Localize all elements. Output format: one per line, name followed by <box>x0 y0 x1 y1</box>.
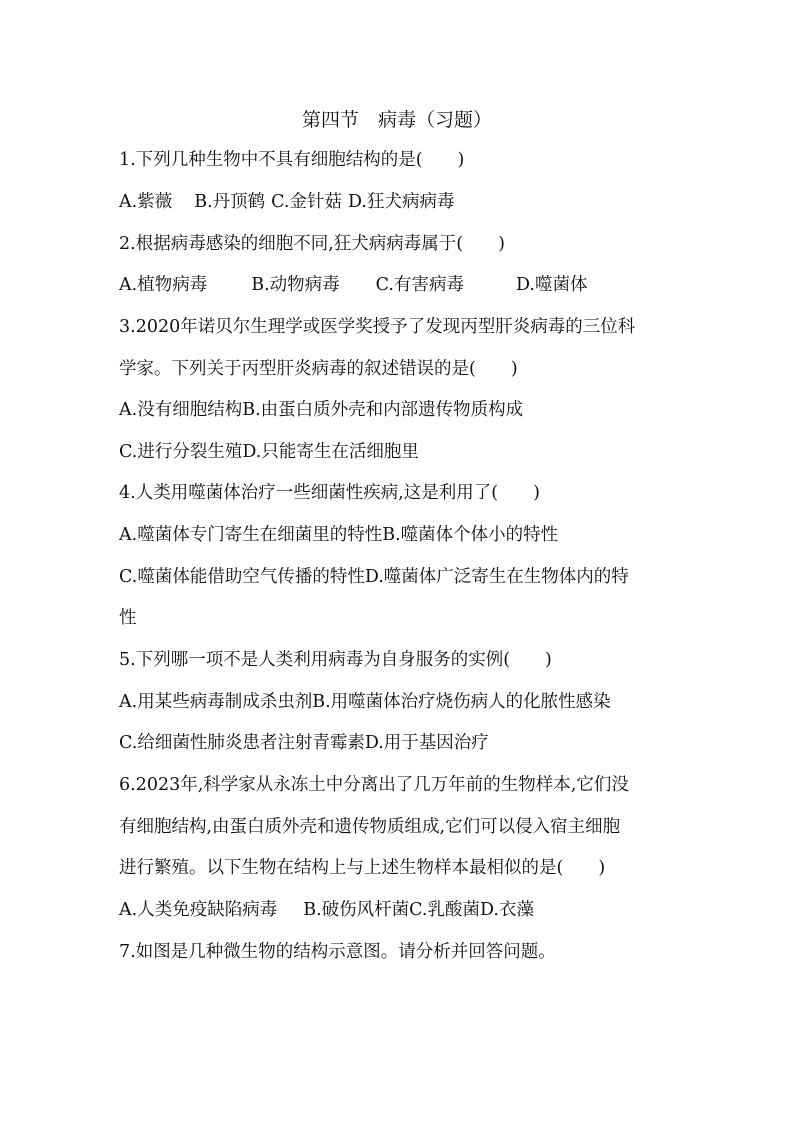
option-a: A.没有细胞结构 <box>119 400 243 420</box>
question-6-stem-line-1: 6.2023年,科学家从永冻土中分离出了几万年前的生物样本,它们没 <box>119 775 629 795</box>
option-c: C.金针菇 <box>271 192 342 212</box>
question-5-options-row-2 <box>119 730 489 756</box>
question-5-stem: 5.下列哪一项不是人类利用病毒为自身服务的实例( ) <box>119 650 552 670</box>
option-b: B.动物病毒 <box>251 275 340 295</box>
question-6-stem-line-3: 进行繁殖。以下生物在结构上与上述生物样本最相似的是( ) <box>119 858 606 878</box>
option-d: D.用于基因治疗 <box>364 733 489 753</box>
question-4-stem: 4.人类用噬菌体治疗一些细菌性疾病,这是利用了( ) <box>119 483 540 503</box>
option-c: C.乳酸菌 <box>409 900 480 920</box>
question-3-stem-line-2: 学家。下列关于丙型肝炎病毒的叙述错误的是( ) <box>119 359 518 379</box>
option-b: B.由蛋白质外壳和内部遗传物质构成 <box>242 400 524 420</box>
page-title: 第四节 病毒（习题） <box>301 109 492 131</box>
option-b: B.用噬菌体治疗烧伤病人的化脓性感染 <box>312 692 611 712</box>
question-4-options-row-2 <box>119 564 629 590</box>
question-6-stem-line-2: 有细胞结构,由蛋白质外壳和遗传物质组成,它们可以侵入宿主细胞 <box>119 817 621 837</box>
option-a: A.人类免疫缺陷病毒 <box>119 900 278 920</box>
option-c: C.给细菌性肺炎患者注射青霉素 <box>119 733 365 753</box>
question-7-stem: 7.如图是几种微生物的结构示意图。请分析并回答问题。 <box>119 942 556 962</box>
option-d: D.噬菌体 <box>515 275 588 295</box>
question-4-options-row-1 <box>119 522 558 548</box>
option-b: B.破伤风杆菌 <box>303 900 410 920</box>
question-3-options-row-2 <box>119 439 419 465</box>
question-3-options-row-1 <box>119 397 523 423</box>
option-b: B.噬菌体个体小的特性 <box>382 525 559 545</box>
option-d: D.衣藻 <box>479 900 534 920</box>
option-d: D.只能寄生在活细胞里 <box>242 442 419 462</box>
question-5-options-row-1 <box>119 689 611 715</box>
question-4-options-row-3: 性 <box>119 608 137 628</box>
question-2-stem: 2.根据病毒感染的细胞不同,狂犬病病毒属于( ) <box>119 234 505 254</box>
option-d: D.狂犬病病毒 <box>347 192 455 212</box>
question-1-options <box>119 189 454 215</box>
option-a: A.紫薇 <box>119 192 173 212</box>
question-1-stem: 1.下列几种生物中不具有细胞结构的是( ) <box>119 150 465 170</box>
option-c: C.噬菌体能借助空气传播的特性 <box>119 567 365 587</box>
option-c: C.进行分裂生殖 <box>119 442 243 462</box>
option-b: B.丹顶鹤 <box>194 192 266 212</box>
question-6-options <box>119 897 534 923</box>
option-c: C.有害病毒 <box>375 275 464 295</box>
option-a: A.用某些病毒制成杀虫剂 <box>119 692 313 712</box>
option-d: D.噬菌体广泛寄生在生物体内的特 <box>364 567 629 587</box>
option-a: A.噬菌体专门寄生在细菌里的特性 <box>119 525 383 545</box>
question-2-options <box>119 272 587 298</box>
question-3-stem-line-1: 3.2020年诺贝尔生理学或医学奖授予了发现丙型肝炎病毒的三位科 <box>119 317 636 337</box>
option-a: A.植物病毒 <box>119 275 208 295</box>
